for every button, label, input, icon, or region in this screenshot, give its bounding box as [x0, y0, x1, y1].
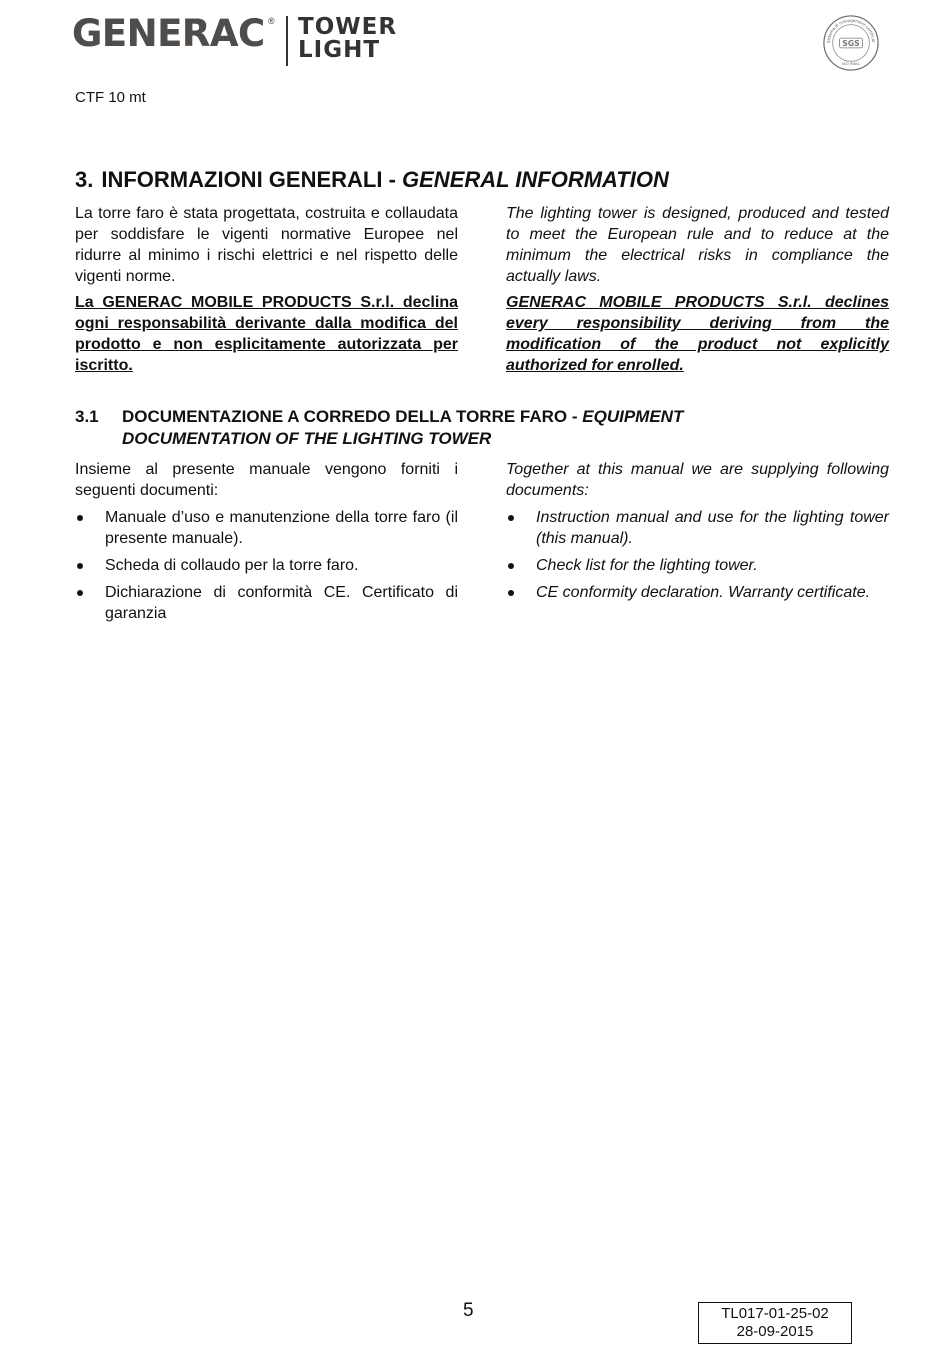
italian-documents-list [75, 507, 458, 624]
tower-light-logo-line-2: LIGHT [298, 37, 381, 63]
english-documents-list [506, 507, 889, 603]
seal-top-text: Sistema di management certificat [825, 17, 877, 44]
list-item [75, 555, 458, 576]
section-3-1-english-intro: Together at this manual we are supplying following documents: [506, 461, 889, 499]
section-3-1-heading [75, 406, 775, 450]
list-item-text: Check list for the lighting tower. [536, 557, 758, 574]
list-item-text: Dichiarazione di conformità CE. Certificato di garanzia [105, 584, 458, 622]
list-item [75, 582, 458, 624]
section-3-1-italian-intro: Insieme al presente manuale vengono forniti i seguenti documenti: [75, 461, 458, 499]
bullet-icon [77, 515, 83, 521]
document-model: CTF 10 mt [75, 89, 146, 106]
section-3-1-english-column [506, 459, 889, 603]
seal-bottom-text: ISO 9001 [842, 61, 860, 67]
section-3-italian-paragraph: La torre faro è stata progettata, costruita e collaudata per soddisfare le vigenti normative Europee nel ridurre al minimo i rischi elettrici e nel rispetto delle vigenti norme. [75, 205, 458, 285]
section-3-number: 3. [75, 167, 94, 192]
bullet-icon [508, 590, 514, 596]
list-item [506, 555, 889, 576]
list-item-text: Manuale d’uso e manutenzione della torre faro (il presente manuale). [105, 509, 458, 547]
list-item-text: CE conformity declaration. Warranty certificate. [536, 584, 871, 601]
seal-center-text: SGS [842, 38, 860, 48]
section-3-1-italian-column [75, 459, 458, 624]
section-3-title-en: GENERAL INFORMATION [402, 167, 669, 192]
list-item-text: Instruction manual and use for the lighting tower (this manual). [536, 509, 889, 547]
generac-logo [72, 12, 265, 56]
section-3-italian-column [75, 203, 458, 376]
bullet-icon [77, 563, 83, 569]
bullet-icon [77, 590, 83, 596]
section-3-english-disclaimer: GENERAC MOBILE PRODUCTS S.r.l. declines every responsibility deriving from the modification of the product not explicitly authorized for enrolled. [506, 294, 889, 374]
list-item [75, 507, 458, 549]
document-code: TL017-01-25-02 [721, 1305, 829, 1322]
section-3-heading [75, 166, 669, 194]
section-3-1-number: 3.1 [75, 407, 99, 426]
section-3-1-title-en-2: DOCUMENTATION OF THE LIGHTING TOWER [122, 429, 492, 448]
section-3-title-it: INFORMAZIONI GENERALI - [101, 167, 403, 192]
generac-logo-text: GENERAC [72, 12, 265, 55]
bullet-icon [508, 563, 514, 569]
document-date: 28-09-2015 [736, 1323, 814, 1340]
list-item-text: Scheda di collaudo per la torre faro. [105, 557, 359, 574]
list-item [506, 507, 889, 549]
bullet-icon [508, 515, 514, 521]
tower-light-logo-line-1: TOWER [298, 14, 398, 40]
section-3-italian-disclaimer: La GENERAC MOBILE PRODUCTS S.r.l. declina ogni responsabilità derivante dalla modifica del prodotto e non esplicitamente autorizzata per iscritto. [75, 294, 458, 374]
logo-divider [286, 16, 288, 66]
section-3-english-column [506, 203, 889, 376]
document-code-box [698, 1302, 852, 1344]
section-3-1-title-en-1: EQUIPMENT [582, 407, 684, 426]
tower-light-logo [298, 16, 397, 62]
section-3-english-paragraph: The lighting tower is designed, produced and tested to meet the European rule and to reduce at the minimum the electrical risks in compliance the actually laws. [506, 205, 889, 285]
registered-mark: ® [268, 16, 275, 26]
section-3-1-title-it: DOCUMENTAZIONE A CORREDO DELLA TORRE FARO - [122, 407, 583, 426]
quality-certification-seal-icon [822, 14, 880, 72]
list-item [506, 582, 889, 603]
page-number: 5 [463, 1300, 474, 1321]
